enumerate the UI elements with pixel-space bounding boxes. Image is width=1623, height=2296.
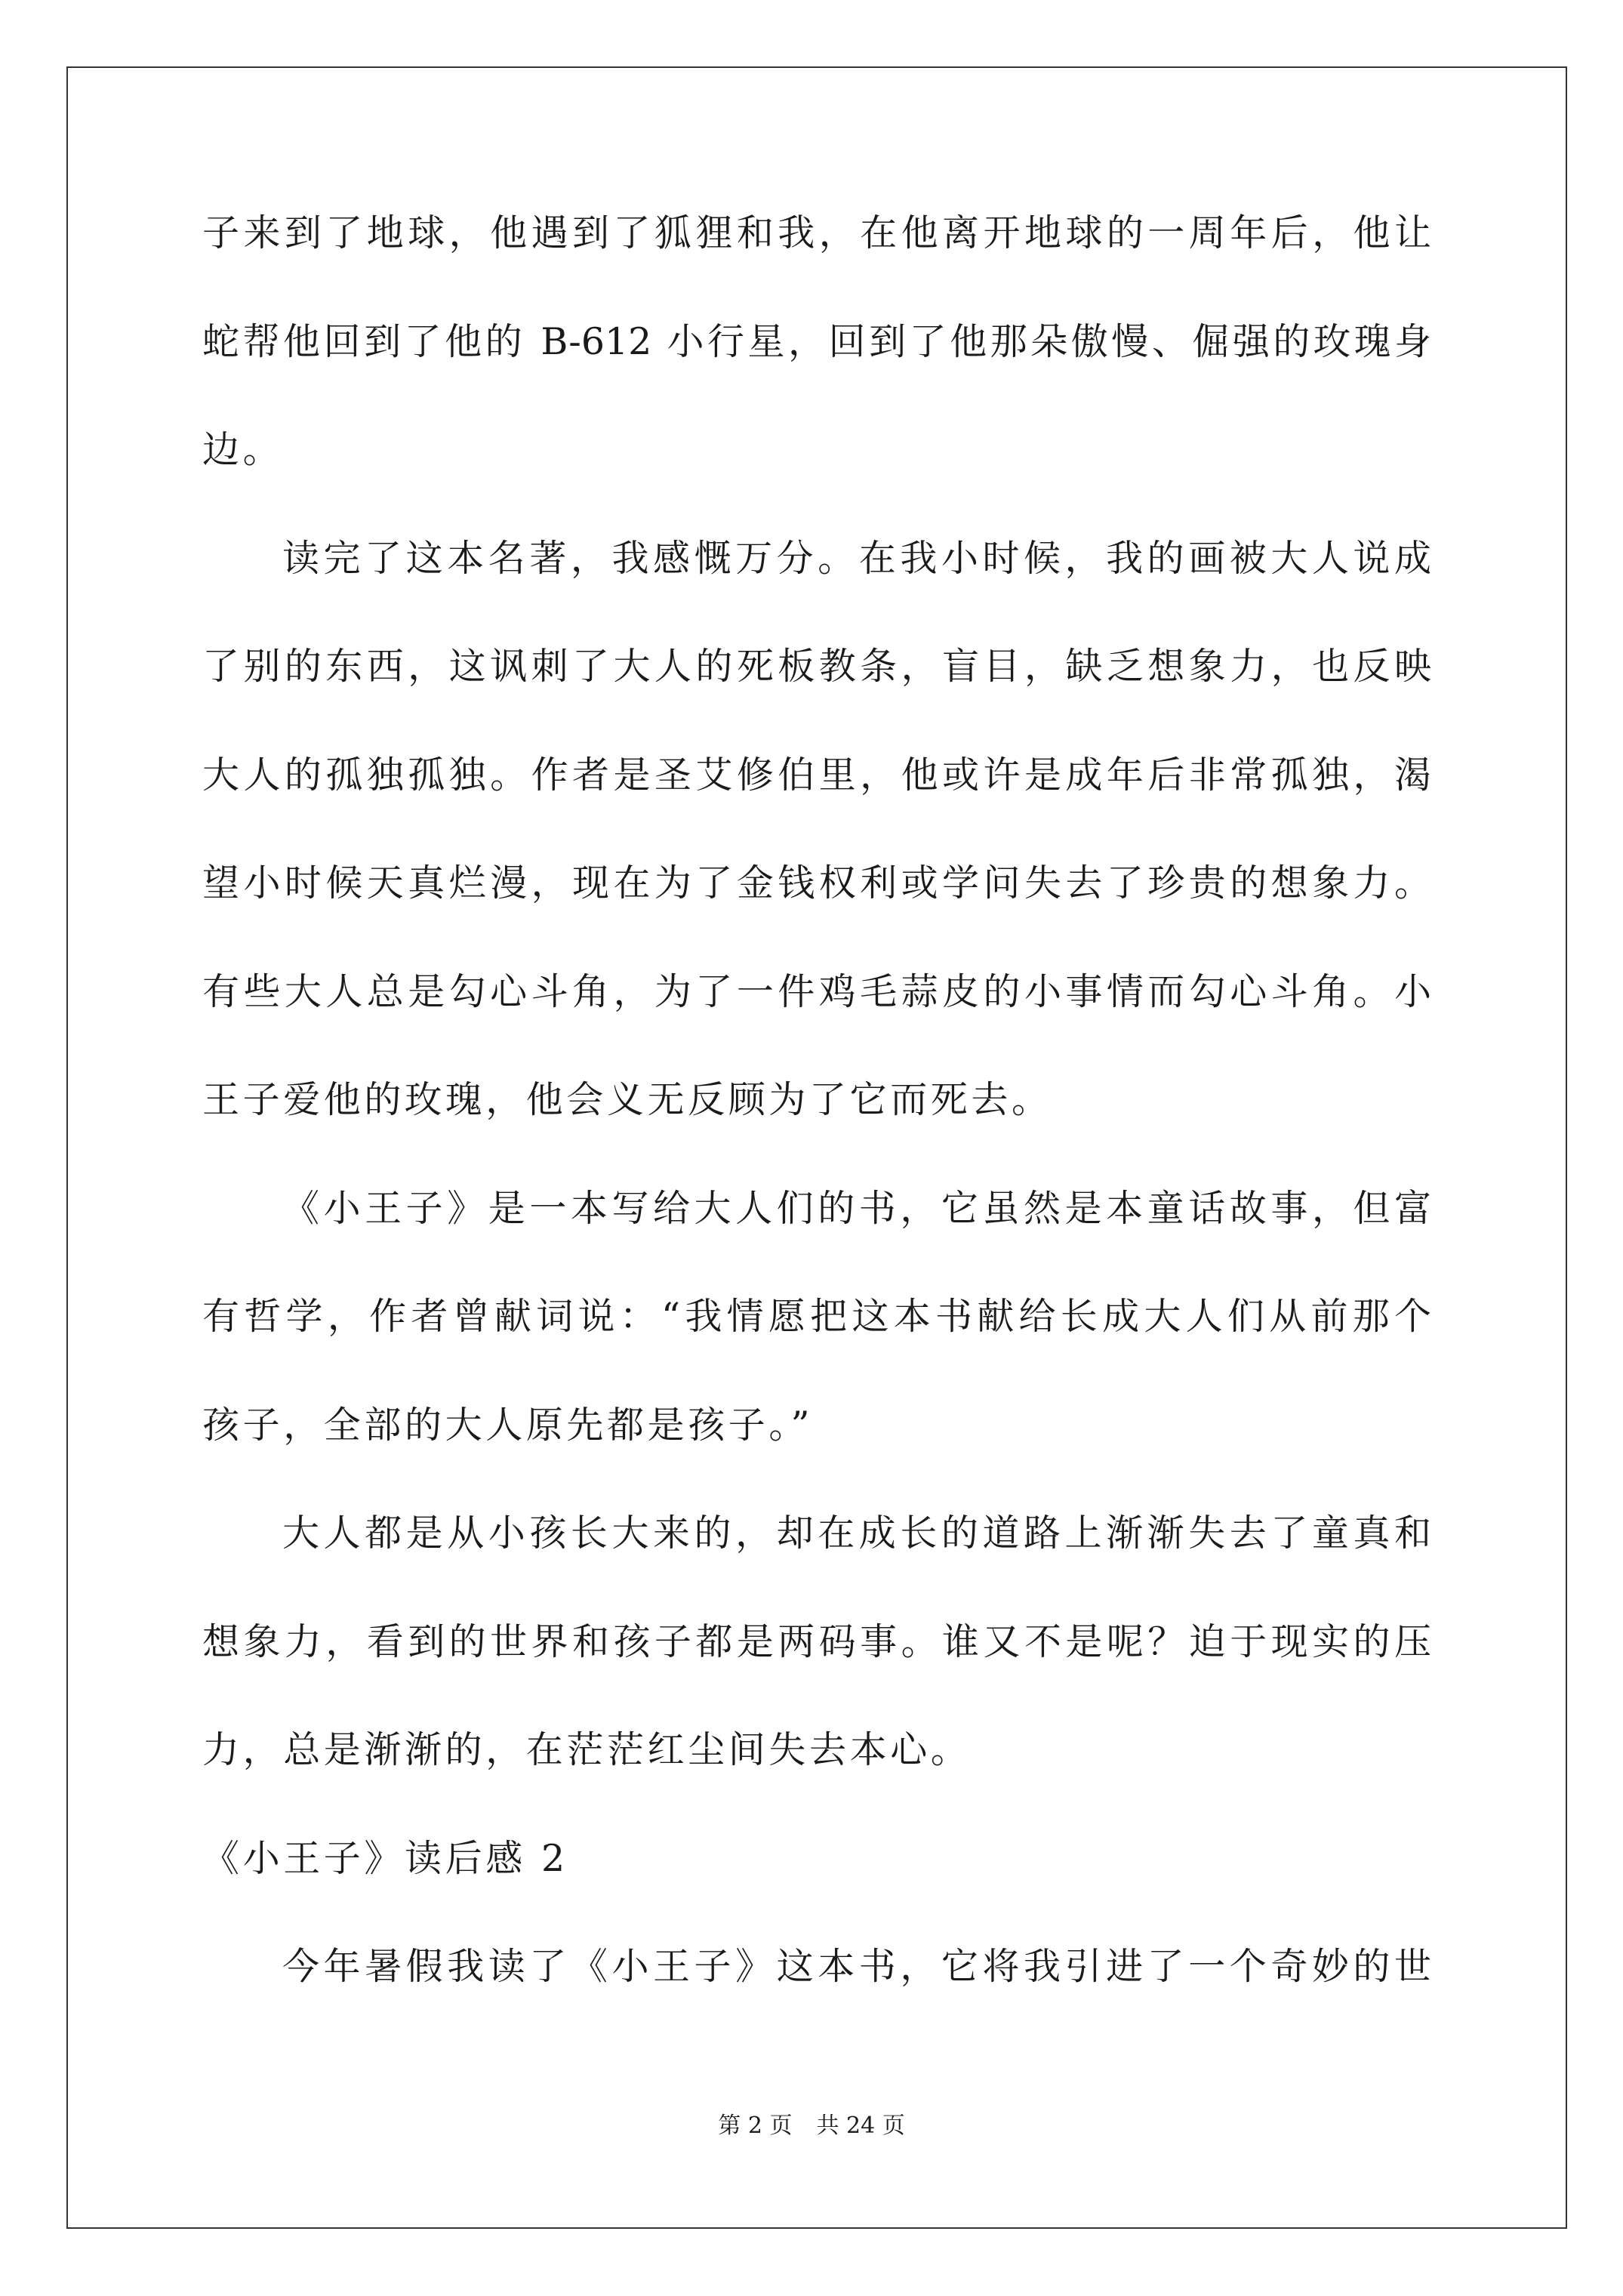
text-line: 读完了这本名著，我感慨万分。在我小时候，我的画被大人说成 <box>282 536 1431 580</box>
text-line: 力，总是渐渐的，在茫茫红尘间失去本心。 <box>202 1728 972 1771</box>
text-line: 想象力，看到的世界和孩子都是两码事。谁又不是呢？迫于现实的压 <box>202 1620 1431 1663</box>
text-line: 望小时候天真烂漫，现在为了金钱权利或学问失去了珍贵的想象力。 <box>202 861 1431 905</box>
text-line: 《小王子》是一本写给大人们的书，它虽然是本童话故事，但富 <box>282 1186 1431 1230</box>
text-line: 了别的东西，这讽刺了大人的死板教条，盲目，缺乏想象力，也反映 <box>202 645 1431 688</box>
text-line: 大人的孤独孤独。作者是圣艾修伯里，他或许是成年后非常孤独，渴 <box>202 753 1431 797</box>
text-line: 今年暑假我读了《小王子》这本书，它将我引进了一个奇妙的世 <box>282 1945 1431 1988</box>
text-line: 孩子，全部的大人原先都是孩子。” <box>202 1403 814 1447</box>
text-line: 边。 <box>202 428 284 471</box>
text-line: 大人都是从小孩长大来的，却在成长的道路上渐渐失去了童真和 <box>282 1512 1431 1555</box>
page-number: 第 2 页 <box>718 2113 793 2139</box>
text-line: 有些大人总是勾心斗角，为了一件鸡毛蒜皮的小事情而勾心斗角。小 <box>202 969 1431 1013</box>
text-line: 蛇帮他回到了他的 B-612 小行星，回到了他那朵傲慢、倔强的玫瑰身 <box>202 319 1431 363</box>
text-line: 王子爱他的玫瑰，他会义无反顾为了它而死去。 <box>202 1078 1052 1121</box>
section-heading: 《小王子》读后感 2 <box>202 1836 568 1880</box>
text-line: 子来到了地球，他遇到了狐狸和我，在他离开地球的一周年后，他让 <box>202 211 1431 254</box>
page-total: 共 24 页 <box>816 2113 905 2139</box>
page-footer <box>0 2111 1623 2141</box>
text-line: 有哲学，作者曾献词说：“我情愿把这本书献给长成大人们从前那个 <box>202 1295 1431 1338</box>
page-border <box>66 66 1567 2229</box>
